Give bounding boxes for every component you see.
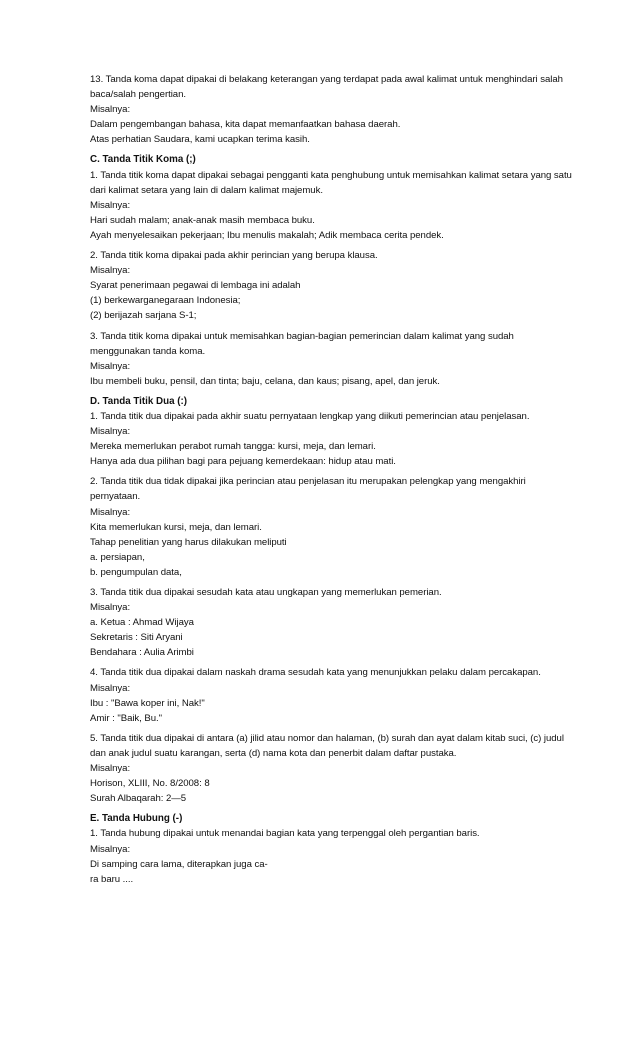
text-line: Misalnya: bbox=[90, 763, 131, 775]
text-line: Misalnya: bbox=[90, 682, 131, 694]
text-line: Hari sudah malam; anak-anak masih membaca buku. bbox=[90, 214, 315, 226]
paragraph-c1 bbox=[90, 168, 586, 243]
section-heading-e: E. Tanda Hubung (-) bbox=[90, 813, 183, 825]
text-line: 1. Tanda titik koma dapat dipakai sebagai pengganti kata penghubung untuk memisahkan kalimat setara yang satu bbox=[90, 169, 572, 181]
text-line: a. persiapan, bbox=[90, 551, 145, 563]
text-line: 1. Tanda titik dua dipakai pada akhir suatu pernyataan lengkap yang diikuti pemerincian atau penjelasan. bbox=[90, 410, 530, 422]
text-line: dari kalimat setara yang lain di dalam kalimat majemuk. bbox=[90, 184, 323, 196]
text-line: pernyataan. bbox=[90, 491, 141, 503]
text-line: Sekretaris : Siti Aryani bbox=[90, 632, 183, 644]
text-line: dan anak judul suatu karangan, serta (d) nama kota dan penerbit dalam daftar pustaka. bbox=[90, 747, 457, 759]
text-line: Atas perhatian Saudara, kami ucapkan terima kasih. bbox=[90, 134, 310, 146]
text-line: Ibu : "Bawa koper ini, Nak!" bbox=[90, 697, 205, 709]
text-line: Misalnya: bbox=[90, 506, 131, 518]
text-line: 2. Tanda titik dua tidak dipakai jika perincian atau penjelasan itu merupakan pelengkap yang mengakhiri bbox=[90, 476, 526, 488]
paragraph-d5 bbox=[90, 731, 586, 806]
text-line: 1. Tanda hubung dipakai untuk menandai bagian kata yang terpenggal oleh pergantian baris. bbox=[90, 828, 480, 840]
section-heading-d: D. Tanda Titik Dua (:) bbox=[90, 395, 188, 407]
text-line: Misalnya: bbox=[90, 843, 131, 855]
text-line: Misalnya: bbox=[90, 265, 131, 277]
text-line: Horison, XLIII, No. 8/2008: 8 bbox=[90, 778, 210, 790]
text-line: Syarat penerimaan pegawai di lembaga ini adalah bbox=[90, 280, 301, 292]
text-line: baca/salah pengertian. bbox=[90, 89, 186, 101]
text-line: 3. Tanda titik koma dipakai untuk memisahkan bagian-bagian pemerincian dalam kalimat yang sudah bbox=[90, 330, 514, 342]
text-line: Dalam pengembangan bahasa, kita dapat memanfaatkan bahasa daerah. bbox=[90, 119, 401, 131]
paragraph-e1 bbox=[90, 826, 586, 886]
text-line: ra baru .... bbox=[90, 873, 134, 885]
text-line: Misalnya: bbox=[90, 360, 131, 372]
text-line: menggunakan tanda koma. bbox=[90, 345, 206, 357]
text-line: 13. Tanda koma dapat dipakai di belakang keterangan yang terdapat pada awal kalimat untuk menghindari salah bbox=[90, 74, 563, 85]
text-line: Ayah menyelesaikan pekerjaan; Ibu menulis makalah; Adik membaca cerita pendek. bbox=[90, 229, 444, 241]
paragraph-c2 bbox=[90, 248, 586, 323]
paragraph-d2 bbox=[90, 474, 586, 580]
text-line: 5. Tanda titik dua dipakai di antara (a) jilid atau nomor dan halaman, (b) surah dan ayat dalam kitab suci, (c) judul bbox=[90, 732, 564, 744]
text-line: a. Ketua : Ahmad Wijaya bbox=[90, 617, 194, 629]
text-line: Misalnya: bbox=[90, 104, 131, 116]
text-line: (2) berijazah sarjana S-1; bbox=[90, 310, 197, 322]
paragraph-d1 bbox=[90, 409, 586, 469]
text-line: Mereka memerlukan perabot rumah tangga: kursi, meja, dan lemari. bbox=[90, 441, 376, 453]
paragraph-d4 bbox=[90, 665, 586, 725]
text-line: Hanya ada dua pilihan bagi para pejuang kemerdekaan: hidup atau mati. bbox=[90, 456, 396, 468]
text-line: Kita memerlukan kursi, meja, dan lemari. bbox=[90, 521, 262, 533]
text-line: Di samping cara lama, diterapkan juga ca- bbox=[90, 858, 268, 870]
paragraph-c3 bbox=[90, 329, 586, 389]
text-line: Surah Albaqarah: 2—5 bbox=[90, 793, 187, 805]
text-line: 3. Tanda titik dua dipakai sesudah kata atau ungkapan yang memerlukan pemerian. bbox=[90, 587, 442, 598]
text-line: Misalnya: bbox=[90, 602, 131, 614]
text-line: Bendahara : Aulia Arimbi bbox=[90, 647, 194, 659]
text-line: 4. Tanda titik dua dipakai dalam naskah drama sesudah kata yang menunjukkan pelaku dalam percakapan. bbox=[90, 667, 541, 679]
paragraph-13 bbox=[90, 72, 586, 147]
text-line: Misalnya: bbox=[90, 199, 131, 211]
section-heading-c: C. Tanda Titik Koma (;) bbox=[90, 154, 196, 166]
text-line: (1) berkewarganegaraan Indonesia; bbox=[90, 295, 241, 307]
text-line: Amir : "Baik, Bu." bbox=[90, 712, 163, 724]
text-line: Ibu membeli buku, pensil, dan tinta; baju, celana, dan kaus; pisang, apel, dan jeruk. bbox=[90, 375, 440, 387]
text-line: Tahap penelitian yang harus dilakukan meliputi bbox=[90, 536, 287, 548]
paragraph-d3 bbox=[90, 585, 586, 660]
text-line: Misalnya: bbox=[90, 426, 131, 438]
text-line: b. pengumpulan data, bbox=[90, 566, 182, 578]
text-line: 2. Tanda titik koma dipakai pada akhir perincian yang berupa klausa. bbox=[90, 250, 378, 262]
